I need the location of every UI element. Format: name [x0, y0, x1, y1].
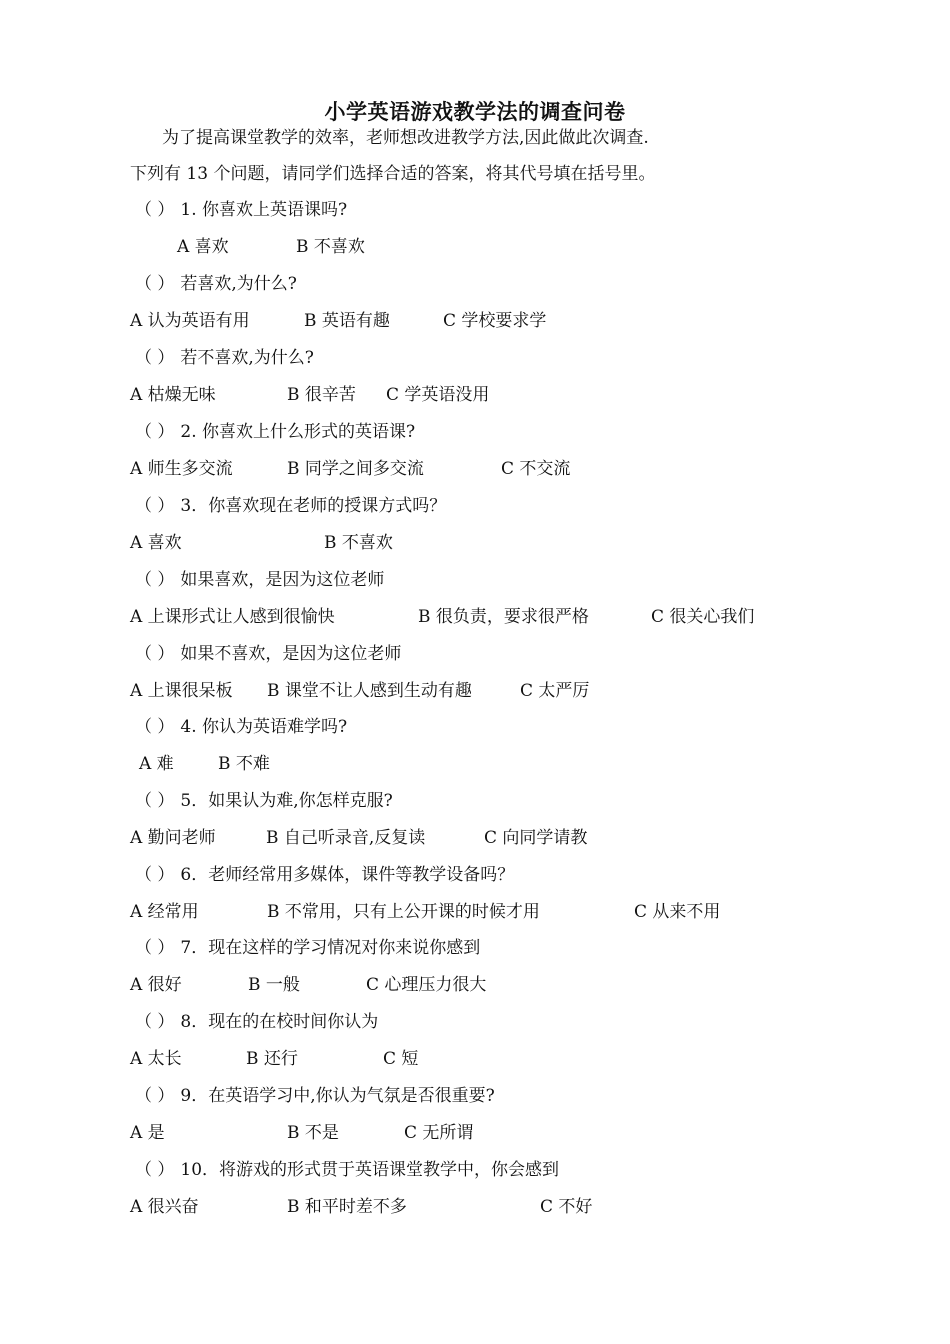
question-text: 10．将游戏的形式贯于英语课堂教学中，你会感到	[180, 1160, 560, 1180]
answer-option: A 师生多交流	[130, 459, 233, 479]
answer-blank[interactable]: （ ）	[135, 644, 175, 664]
question-text: 4. 你认为英语难学吗?	[180, 717, 348, 737]
question-item	[135, 199, 347, 221]
question-text: 若喜欢,为什么?	[180, 274, 297, 294]
answer-option: B 英语有趣	[304, 311, 390, 331]
answer-blank[interactable]: （ ）	[135, 200, 175, 220]
answer-option: A 经常用	[130, 902, 199, 922]
answer-option: A 认为英语有用	[130, 311, 250, 331]
question-text: 如果喜欢，是因为这位老师	[180, 570, 385, 590]
answer-blank[interactable]: （ ）	[135, 1160, 175, 1180]
answer-option: B 和平时差不多	[287, 1197, 407, 1217]
answer-option: C 从来不用	[634, 902, 721, 922]
answer-option: C 不好	[540, 1197, 593, 1217]
question-text: 如果不喜欢，是因为这位老师	[180, 644, 402, 664]
answer-option: B 不喜欢	[296, 237, 365, 257]
answer-option: C 短	[383, 1049, 419, 1069]
question-item	[135, 273, 297, 295]
question-item	[135, 1159, 559, 1181]
answer-option: B 不喜欢	[324, 533, 393, 553]
answer-blank[interactable]: （ ）	[135, 274, 175, 294]
answer-option: C 学英语没用	[386, 385, 490, 405]
intro-line-1: 为了提高课堂教学的效率，老师想改进教学方法,因此做此次调查.	[162, 128, 649, 148]
question-text: 若不喜欢,为什么?	[180, 348, 314, 368]
answer-blank[interactable]: （ ）	[135, 496, 175, 516]
answer-option: A 枯燥无味	[130, 385, 216, 405]
answer-blank[interactable]: （ ）	[135, 1086, 175, 1106]
answer-option: A 喜欢	[177, 237, 229, 257]
answer-option: B 一般	[248, 975, 300, 995]
question-item	[135, 937, 480, 959]
question-item	[135, 790, 393, 812]
question-item	[135, 495, 446, 517]
answer-blank[interactable]: （ ）	[135, 791, 175, 811]
answer-option: A 喜欢	[130, 533, 182, 553]
question-item	[135, 864, 514, 886]
question-item	[135, 643, 401, 665]
question-text: 7．现在这样的学习情况对你来说你感到	[180, 938, 481, 958]
answer-option: A 太长	[130, 1049, 182, 1069]
answer-option: A 很兴奋	[130, 1197, 199, 1217]
answer-option: B 课堂不让人感到生动有趣	[267, 681, 472, 701]
answer-option: C 心理压力很大	[366, 975, 487, 995]
answer-option: B 不是	[287, 1123, 339, 1143]
question-item	[135, 1085, 495, 1107]
answer-option: B 不常用，只有上公开课的时候才用	[267, 902, 540, 922]
answer-option: A 勤问老师	[130, 828, 216, 848]
answer-option: B 很辛苦	[287, 385, 356, 405]
answer-blank[interactable]: （ ）	[135, 717, 175, 737]
answer-option: C 很关心我们	[651, 607, 755, 627]
answer-option: A 上课很呆板	[130, 681, 233, 701]
answer-option: A 上课形式让人感到很愉快	[130, 607, 335, 627]
question-item	[135, 1011, 378, 1033]
question-text: 1. 你喜欢上英语课吗?	[180, 200, 348, 220]
answer-option: A 难	[139, 754, 174, 774]
answer-option: C 太严厉	[520, 681, 590, 701]
answer-blank[interactable]: （ ）	[135, 422, 175, 442]
question-text: 6．老师经常用多媒体，课件等教学设备吗？	[180, 865, 515, 885]
answer-option: B 很负责，要求很严格	[418, 607, 589, 627]
question-text: 8．现在的在校时间你认为	[180, 1012, 379, 1032]
answer-option: C 学校要求学	[443, 311, 547, 331]
answer-option: C 不交流	[501, 459, 571, 479]
question-text: 3．你喜欢现在老师的授课方式吗？	[180, 496, 447, 516]
question-item	[135, 347, 314, 369]
answer-option: C 向同学请教	[484, 828, 588, 848]
answer-option: C 无所谓	[404, 1123, 474, 1143]
answer-blank[interactable]: （ ）	[135, 348, 175, 368]
question-item	[135, 716, 347, 738]
question-text: 9．在英语学习中,你认为气氛是否很重要?	[180, 1086, 495, 1106]
answer-option: B 同学之间多交流	[287, 459, 424, 479]
answer-option: B 还行	[246, 1049, 298, 1069]
answer-blank[interactable]: （ ）	[135, 1012, 175, 1032]
question-item	[135, 569, 384, 591]
question-text: 2. 你喜欢上什么形式的英语课?	[180, 422, 416, 442]
intro-line-2: 下列有 13 个问题，请同学们选择合适的答案，将其代号填在括号里。	[130, 164, 656, 184]
answer-blank[interactable]: （ ）	[135, 865, 175, 885]
answer-option: A 是	[130, 1123, 165, 1143]
question-item	[135, 421, 415, 443]
answer-blank[interactable]: （ ）	[135, 938, 175, 958]
answer-blank[interactable]: （ ）	[135, 570, 175, 590]
answer-option: B 自己听录音,反复读	[266, 828, 426, 848]
answer-option: A 很好	[130, 975, 182, 995]
answer-option: B 不难	[218, 754, 270, 774]
page-title: 小学英语游戏教学法的调查问卷	[324, 99, 626, 124]
question-text: 5．如果认为难,你怎样克服?	[180, 791, 393, 811]
